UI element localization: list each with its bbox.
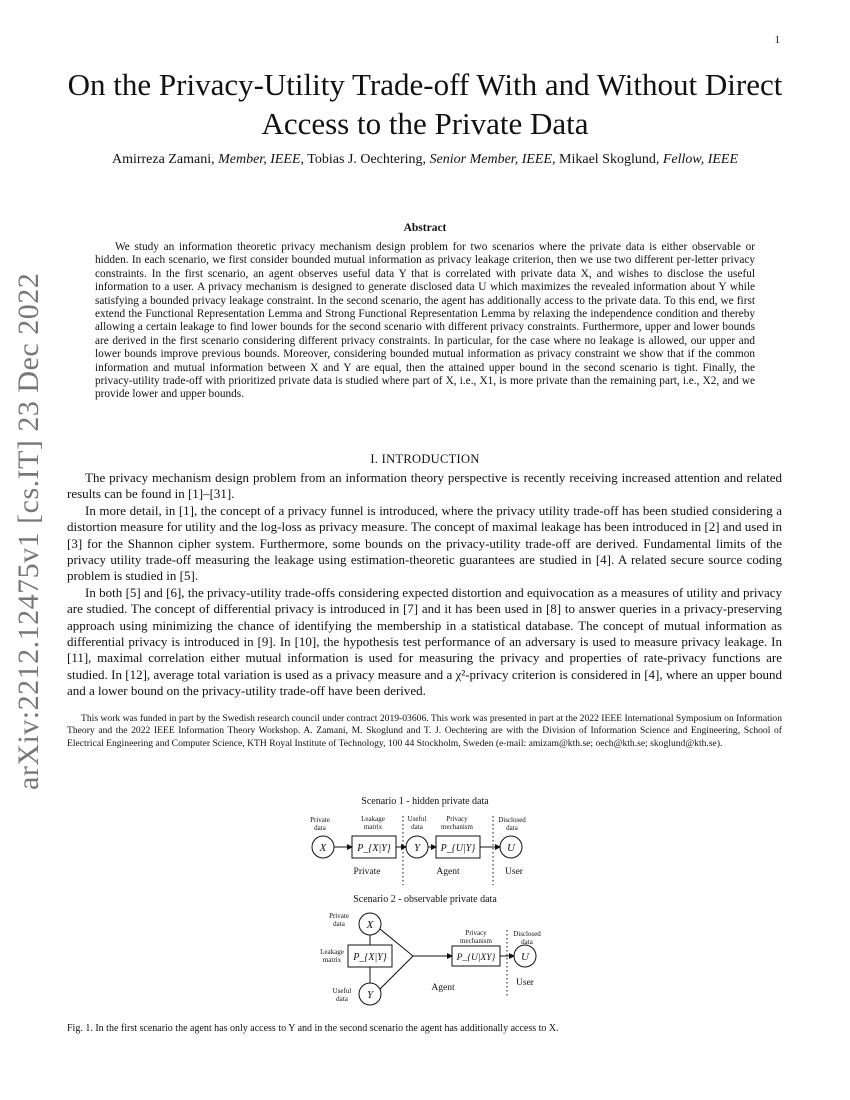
intro-paragraph: In both [5] and [6], the privacy-utility trade-offs considering expected distortion and equivocation as a measures of utility and privacy are studied. The concept of differential privacy is introduced in [7] and it has been used in [8] to answer queries in a privacy-preserving approach using minimizing the chance of identifying the membership in a statistical database. The concept of mutual information as differential privacy is introduced in [9]. In [10], the hypothesis test performance of an adversary is used to measure privacy leakage. In [11], maximal correlation either mutual information is used for measuring the privacy and properties of rate-privacy functions are studied. In [12], average total variation is used as a privacy measure and a χ²-privacy criterion is considered in [4], where an upper bound and a lower bound on the privacy-utility trade-off have been derived. — [67, 584, 782, 699]
s1-leakage-box-label: P_{X|Y} — [357, 843, 391, 854]
s2-leakage-label: Leakage — [320, 948, 344, 956]
author-3-name: Mikael Skoglund, — [559, 152, 660, 167]
abstract-text: We study an information theoretic privacy mechanism design problem for two scenarios where the private data is either observable or hidden. In each scenario, we first consider bounded mutual information as privacy leakage criterion, then we use two different per-letter privacy constraints. In the first scenario, an agent observes useful data Y that is correlated with private data X, and wishes to disclose the useful information to a user. A privacy mechanism is designed to generate disclosed data U which maximizes the revealed information about Y while satisfying a bounded privacy leakage constraint. In the second scenario, the agent has additionally access to the private data. To this end, we first extend the Functional Representation Lemma and Strong Functional Representation Lemma by relaxing the independence condition and thereby allowing a certain leakage to find lower bounds for the second scenario with different privacy constraints. Furthermore, upper and lower bounds are derived in the first scenario considering different privacy constraints. In particular, for the case where no leakage is allowed, our upper and lower bounds improve previous bounds. Moreover, considering bounded mutual information as privacy constraint we show that if the common information and mutual information between X and Y are equal, then the attained upper bound in the second scenario is tight. Finally, the privacy-utility trade-off with prioritized private data is studied where part of X, i.e., X1, is more private than the remaining part, i.e., X2, and we provide lower and upper bounds. — [95, 241, 755, 401]
abstract-heading: Abstract — [403, 222, 447, 234]
s1-leakage-label: matrix — [363, 823, 383, 831]
s2-disclosed-data-label: data — [521, 938, 533, 946]
s2-zone-agent: Agent — [431, 983, 455, 993]
s1-node-x-label: X — [319, 842, 327, 854]
s1-disclosed-data-label: Disclosed — [498, 816, 526, 824]
s2-node-y-label: Y — [366, 989, 374, 1001]
intro-paragraph: The privacy mechanism design problem from an information theory perspective is recently receiving increased attention and related results can be found in [1]–[31]. — [67, 470, 782, 502]
s2-mechanism-box-label: P_{U|XY} — [456, 953, 496, 963]
author-2-role: Senior Member, IEEE, — [429, 152, 556, 167]
s2-disclosed-data-label: Disclosed — [513, 930, 541, 938]
s2-private-data-label: data — [333, 920, 345, 928]
paper-title: On the Privacy-Utility Trade-off With and Without Direct Access to the Private Data — [67, 67, 783, 141]
author-1-role: Member, IEEE, — [218, 152, 305, 167]
s1-private-data-label: data — [314, 824, 326, 832]
s1-mechanism-box-label: P_{U|Y} — [440, 843, 476, 854]
s2-node-x-label: X — [366, 919, 374, 931]
s1-zone-user: User — [505, 867, 523, 877]
s2-privacy-mechanism-label: Privacy — [465, 929, 487, 937]
s1-node-y-label: Y — [413, 842, 421, 854]
s2-privacy-mechanism-label: mechanism — [460, 937, 492, 945]
s2-node-u-label: U — [521, 951, 529, 963]
figure-1 — [295, 790, 555, 1010]
s1-privacy-mechanism-label: Privacy — [446, 815, 468, 823]
author-line — [60, 152, 790, 168]
intro-body — [67, 470, 782, 700]
s1-useful-data-label: Useful — [407, 815, 427, 823]
author-1-name: Amirreza Zamani, — [111, 152, 215, 167]
section-heading: I. INTRODUCTION — [370, 452, 480, 466]
page-number: 1 — [774, 34, 780, 46]
s1-useful-data-label: data — [411, 823, 423, 831]
intro-paragraph: In more detail, in [1], the concept of a privacy funnel is introduced, where the privacy utility trade-off has been studied considering a distortion measure for utility and the log-loss as privacy measure. The concept of maximal leakage has been introduced in [2] and used in [3] for the Shannon cipher system. Furthermore, some bounds on the privacy-utility trade-off are derived. Fundamental limits of the privacy utility trade-off measuring the leakage using estimation-theoretic guarantees are studied in [4]. A related secure source coding problem is studied in [5]. — [67, 502, 782, 584]
s1-private-data-label: Private — [310, 816, 330, 824]
figure-1-diagram — [295, 790, 555, 1010]
s2-leakage-box-label: P_{X|Y} — [353, 952, 387, 963]
figure-caption: Fig. 1. In the first scenario the agent has only access to Y and in the second scenario the agent has additionally access to X. — [67, 1023, 559, 1034]
s2-private-data-label: Private — [329, 912, 349, 920]
s1-privacy-mechanism-label: mechanism — [441, 823, 473, 831]
s1-node-u-label: U — [507, 842, 515, 854]
author-2-name: Tobias J. Oechtering, — [307, 152, 427, 167]
s2-useful-data-label: data — [336, 995, 348, 1003]
s2-useful-data-label: Useful — [332, 987, 352, 995]
s2-leakage-label: matrix — [322, 956, 342, 964]
author-3-role: Fellow, IEEE — [662, 152, 739, 167]
arxiv-stamp: arXiv:2212.12475v1 [cs.IT] 23 Dec 2022 — [12, 272, 45, 790]
s1-disclosed-data-label: data — [506, 824, 518, 832]
s1-zone-agent: Agent — [436, 867, 460, 877]
scenario-2-title: Scenario 2 - observable private data — [353, 894, 497, 905]
s1-zone-private: Private — [353, 867, 381, 877]
footnote: This work was funded in part by the Swedish research council under contract 2019-03606. This work was presented in part at the 2022 IEEE International Symposium on Information Theory and the 2022 IEEE Information Theory Workshop. A. Zamani, M. Skoglund and T. J. Oechtering are with the Division of Information Science and Engineering, School of Electrical Engineering and Computer Science, KTH Royal Institute of Technology, 100 44 Stockholm, Sweden (e-mail: amizam@kth.se; oech@kth.se; skoglund@kth.se). — [67, 713, 782, 749]
s2-zone-user: User — [516, 978, 534, 988]
s1-leakage-label: Leakage — [361, 815, 385, 823]
scenario-1-title: Scenario 1 - hidden private data — [361, 796, 489, 807]
